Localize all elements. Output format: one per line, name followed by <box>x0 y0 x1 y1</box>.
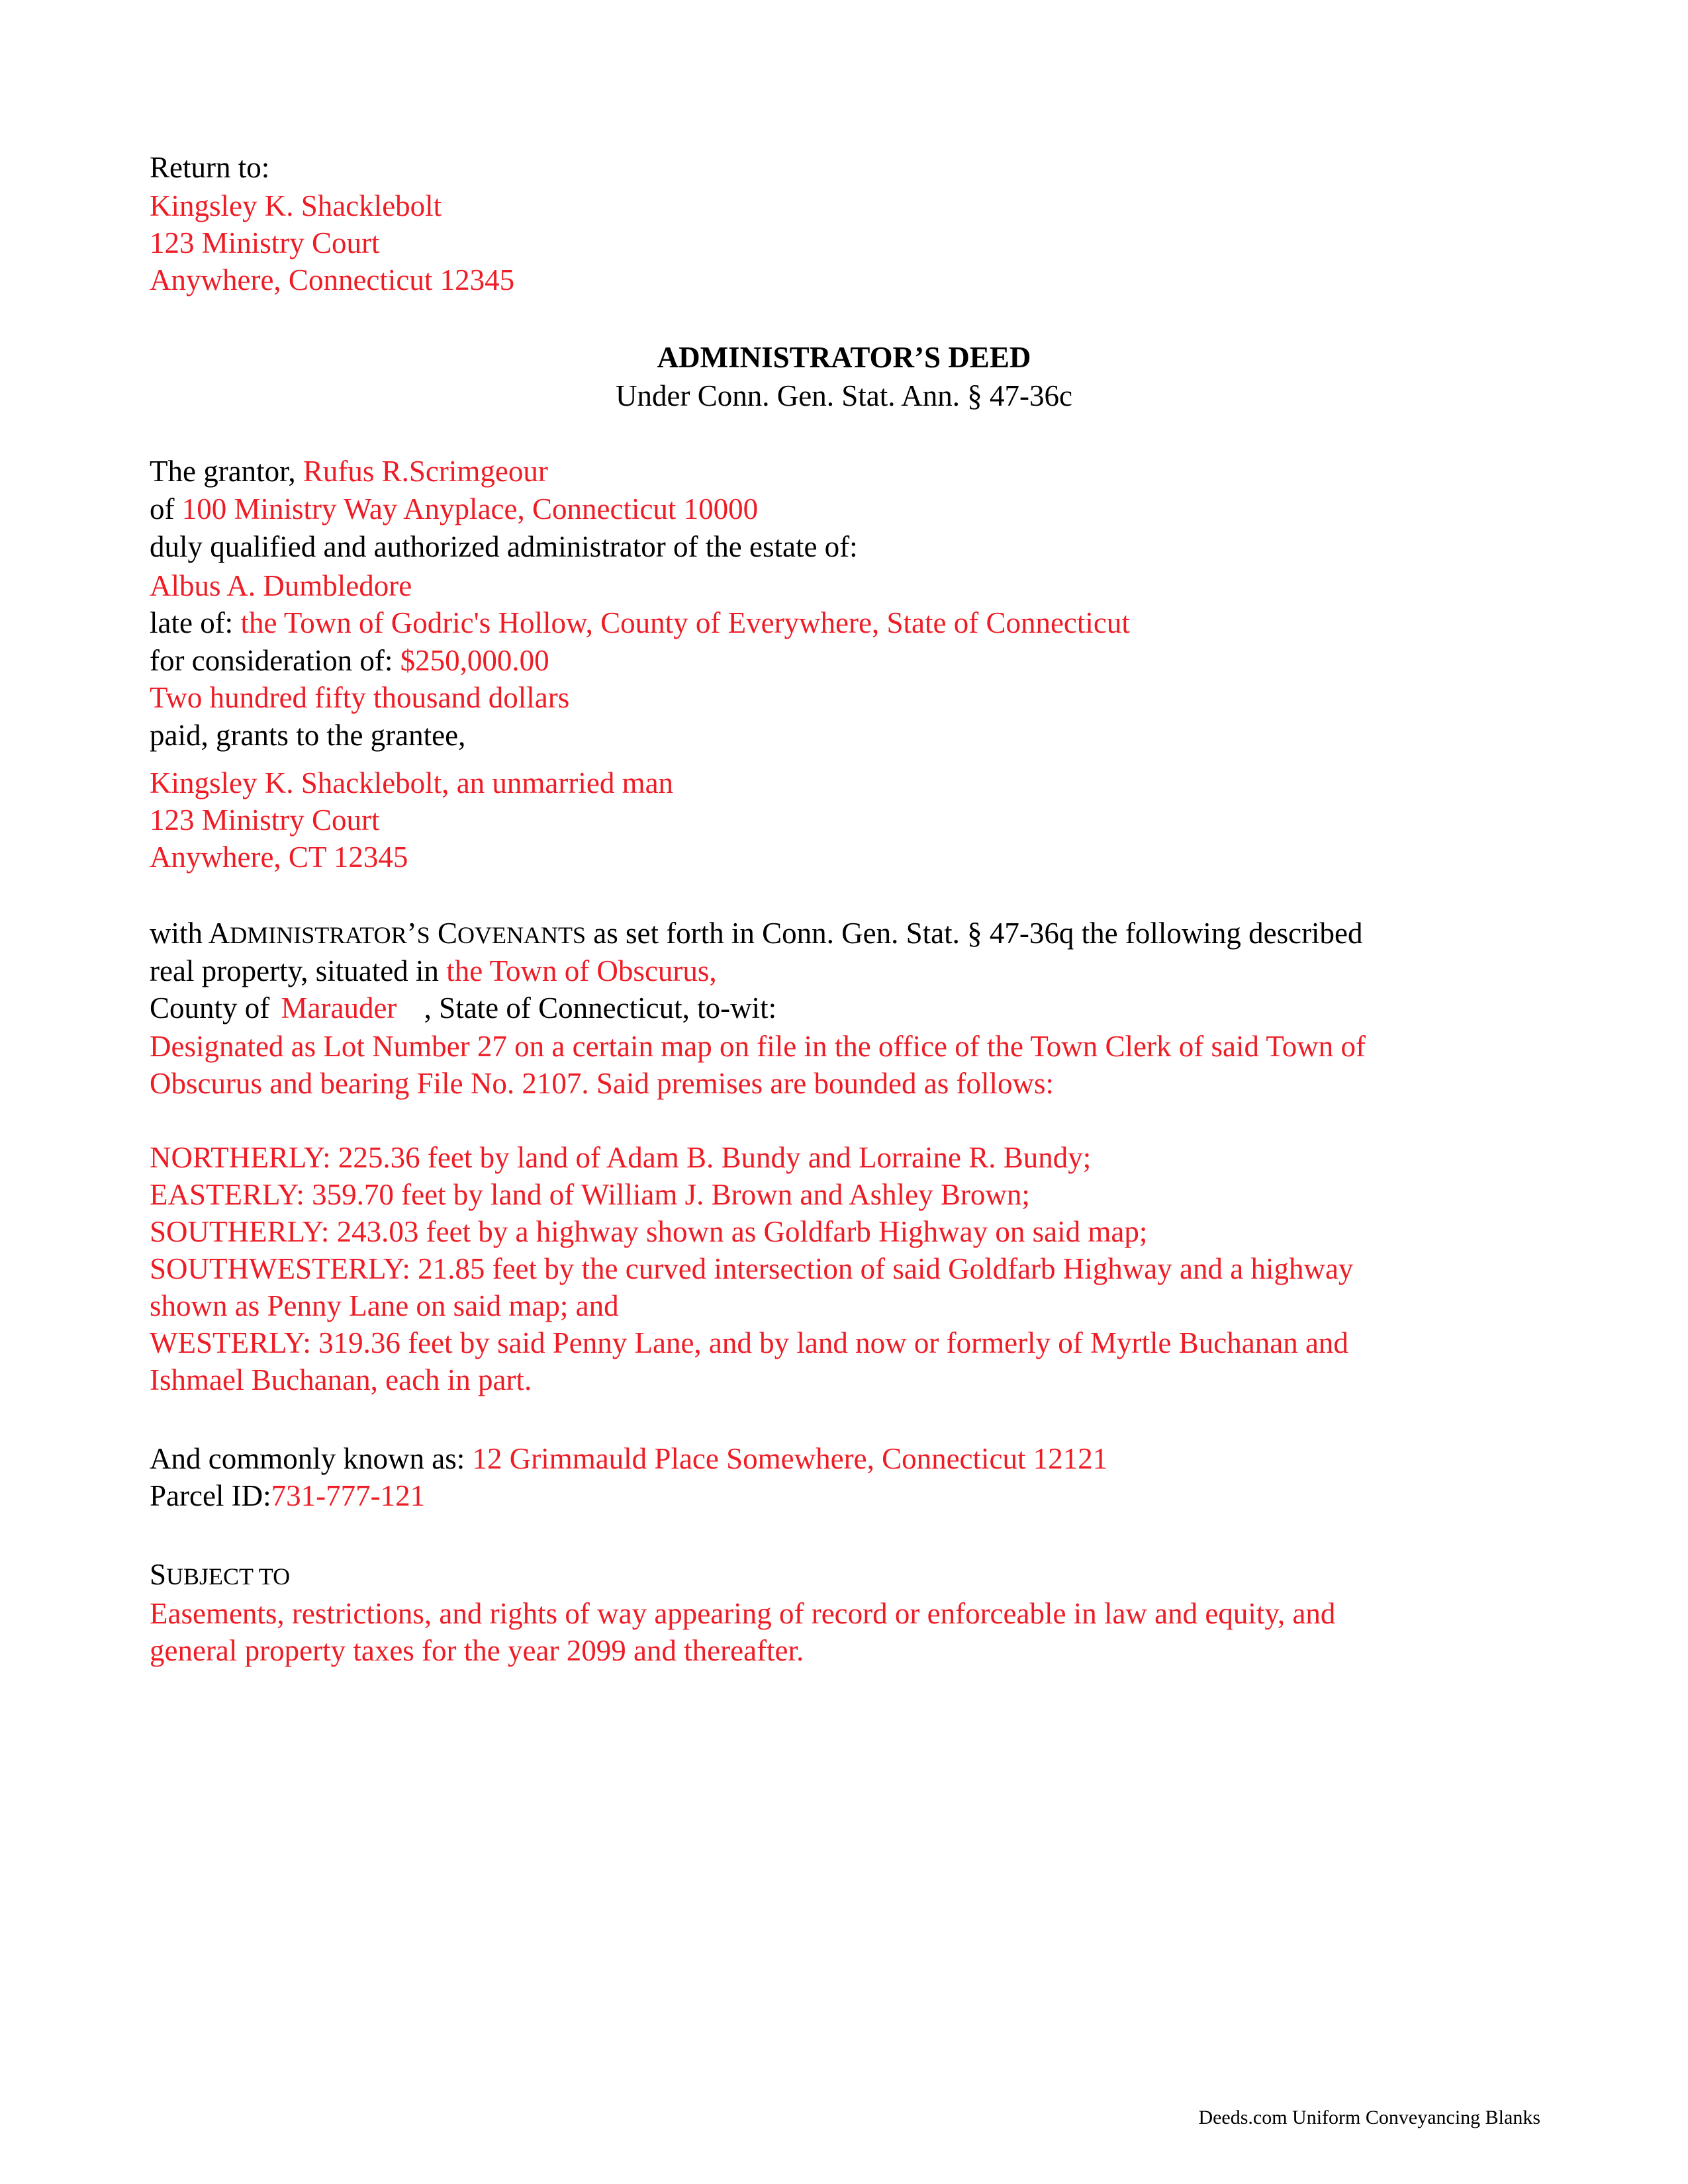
known-as-value: 12 Grimmauld Place Somewhere, Connecticut 12121 <box>472 1442 1108 1475</box>
deed-title <box>0 339 1688 376</box>
state-text: , State of Connecticut, to-wit: <box>424 991 777 1024</box>
grantee-name: Kingsley K. Shacklebolt, an unmarried man <box>150 766 674 799</box>
covenants-c-cap: C <box>437 917 457 950</box>
bound-westerly-cont: Ishmael Buchanan, each in part. <box>150 1363 532 1396</box>
consideration-amount: $250,000.00 <box>400 644 549 677</box>
page-footer: Deeds.com Uniform Conveyancing Blanks <box>1198 2107 1540 2128</box>
property-situated-line <box>150 952 717 989</box>
parcel-value: 731-777-121 <box>271 1479 426 1512</box>
subject-to-rest: UBJECT TO <box>166 1563 291 1590</box>
bound-easterly: EASTERLY: 359.70 feet by land of William J. Brown and Ashley Brown; <box>150 1178 1030 1211</box>
grantor-of-label: of <box>150 492 175 525</box>
covenants-a-rest: DMINISTRATOR <box>230 922 407 948</box>
covenants-apos: ’ <box>406 917 417 950</box>
legal-description-line-1: Designated as Lot Number 27 on a certain map on file in the office of the Town Clerk of said Town of <box>150 1030 1366 1063</box>
bound-northerly: NORTHERLY: 225.36 feet by land of Adam B. Bundy and Lorraine R. Bundy; <box>150 1141 1092 1174</box>
subject-to-line-1: Easements, restrictions, and rights of way appearing of record or enforceable in law and equity, and <box>150 1597 1336 1630</box>
county-label: County of <box>150 991 270 1024</box>
covenants-s: S <box>416 922 430 948</box>
grantor-line <box>150 453 548 490</box>
subject-to-heading <box>150 1556 290 1595</box>
situated-town: the Town of Obscurus, <box>446 954 717 987</box>
consideration-words: Two hundred fifty thousand dollars <box>150 681 570 714</box>
return-to-street: 123 Ministry Court <box>150 226 380 259</box>
covenants-line <box>150 915 1363 954</box>
county-line <box>150 989 776 1026</box>
subject-to-s-cap: S <box>150 1558 167 1591</box>
grantee-street: 123 Ministry Court <box>150 803 380 837</box>
return-to-city: Anywhere, Connecticut 12345 <box>150 263 515 296</box>
late-of-value: the Town of Godric's Hollow, County of Everywhere, State of Connecticut <box>240 606 1130 639</box>
covenants-title <box>209 917 586 950</box>
parcel-label: Parcel ID: <box>150 1479 271 1512</box>
grantor-label: The grantor, <box>150 455 296 488</box>
grants-text: paid, grants to the grantee, <box>150 719 466 752</box>
covenants-rest: as set forth in Conn. Gen. Stat. § 47-36q the following described <box>593 917 1363 950</box>
return-to-label: Return to: <box>150 151 270 184</box>
deed-title-text: ADMINISTRATOR’S DEED <box>657 341 1031 374</box>
parcel-line <box>150 1477 425 1514</box>
bound-southwesterly-cont: shown as Penny Lane on said map; and <box>150 1289 619 1322</box>
covenants-with: with <box>150 917 203 950</box>
grantor-address: 100 Ministry Way Anyplace, Connecticut 10000 <box>181 492 759 525</box>
known-as-line <box>150 1440 1107 1477</box>
bound-southwesterly: SOUTHWESTERLY: 21.85 feet by the curved intersection of said Goldfarb Highway and a highway <box>150 1252 1354 1285</box>
late-of-label: late of: <box>150 606 234 639</box>
known-as-label: And commonly known as: <box>150 1442 465 1475</box>
late-of-line <box>150 604 1130 641</box>
grantor-address-line <box>150 490 758 527</box>
grantor-name: Rufus R.Scrimgeour <box>303 455 548 488</box>
covenants-c-rest: OVENANTS <box>457 922 586 948</box>
administrator-text: duly qualified and authorized administrator of the estate of: <box>150 530 858 563</box>
deed-subtitle: Under Conn. Gen. Stat. Ann. § 47-36c <box>616 379 1072 412</box>
subject-to-line-2: general property taxes for the year 2099 and thereafter. <box>150 1634 804 1667</box>
bound-southerly: SOUTHERLY: 243.03 feet by a highway shown as Goldfarb Highway on said map; <box>150 1215 1148 1248</box>
bound-westerly: WESTERLY: 319.36 feet by said Penny Lane, and by land now or formerly of Myrtle Buchanan and <box>150 1326 1348 1359</box>
consideration-label: for consideration of: <box>150 644 393 677</box>
grantee-city: Anywhere, CT 12345 <box>150 841 408 874</box>
county-value: Marauder <box>281 991 397 1024</box>
return-to-name: Kingsley K. Shacklebolt <box>150 189 442 222</box>
consideration-line <box>150 642 549 679</box>
legal-description-line-2: Obscurus and bearing File No. 2107. Said premises are bounded as follows: <box>150 1067 1054 1100</box>
covenants-a-cap: A <box>208 917 230 950</box>
situated-prefix: real property, situated in <box>150 954 439 987</box>
decedent-name: Albus A. Dumbledore <box>150 569 412 602</box>
